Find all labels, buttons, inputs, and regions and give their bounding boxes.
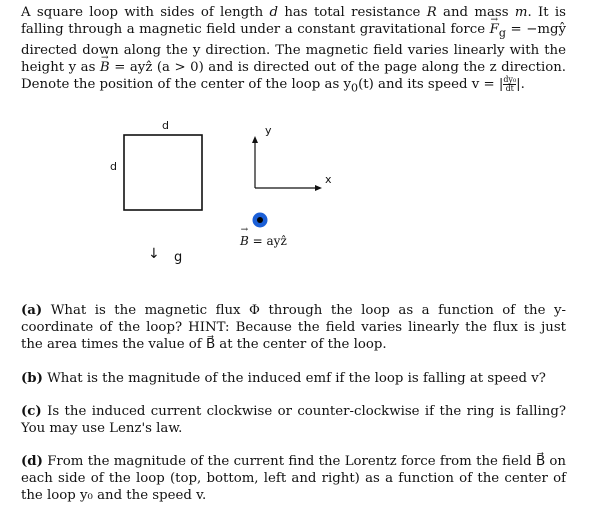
field-equation: → B = ayẑ — [240, 234, 287, 248]
field-dot — [257, 217, 263, 223]
square-loop — [124, 135, 202, 210]
question-a: (a) What is the magnetic flux Φ through the loop as a function of the y-coordinate of the loop? HINT: Because the field varies linearly the flux is just the area times the value of B⃗ at the center of the loop. — [21, 303, 566, 352]
gravity-arrow-icon: ↓ — [148, 246, 160, 262]
x-axis-arrowhead — [315, 185, 322, 191]
side-length-top-label: d — [162, 119, 169, 132]
gravity-label: g — [174, 250, 183, 265]
problem-statement: A square loop with sides of length d has total resistance R and mass m. It is falling through a magnetic field under a constant gravitational force → $F_g$ = −mgŷ directed down along the y direction. The magnetic field varies linearly with the height y as → B = ayẑ (a > 0) and is directed out of the page along the z direction. Denote the position of the center of the loop as $y_0(t)$ and its speed v = | $\frac{\text{dy₀}}{dt}$ |. — [21, 4, 566, 96]
question-b: (b) What is the magnitude of the induced emf if the loop is falling at speed v? — [21, 371, 546, 386]
question-c: (c) Is the induced current clockwise or counter-clockwise if the ring is falling? You may use Lenz's law. — [21, 404, 566, 436]
y-axis-arrowhead — [252, 136, 258, 143]
side-length-left-label: d — [110, 160, 117, 173]
x-axis-label: x — [325, 173, 332, 186]
question-d: (d) From the magnitude of the current find the Lorentz force from the field B⃗ on each side of the loop (top, bottom, left and right) as a function of the center of the loop y₀ and the speed v. — [21, 454, 566, 503]
y-axis-label: y — [265, 124, 272, 137]
